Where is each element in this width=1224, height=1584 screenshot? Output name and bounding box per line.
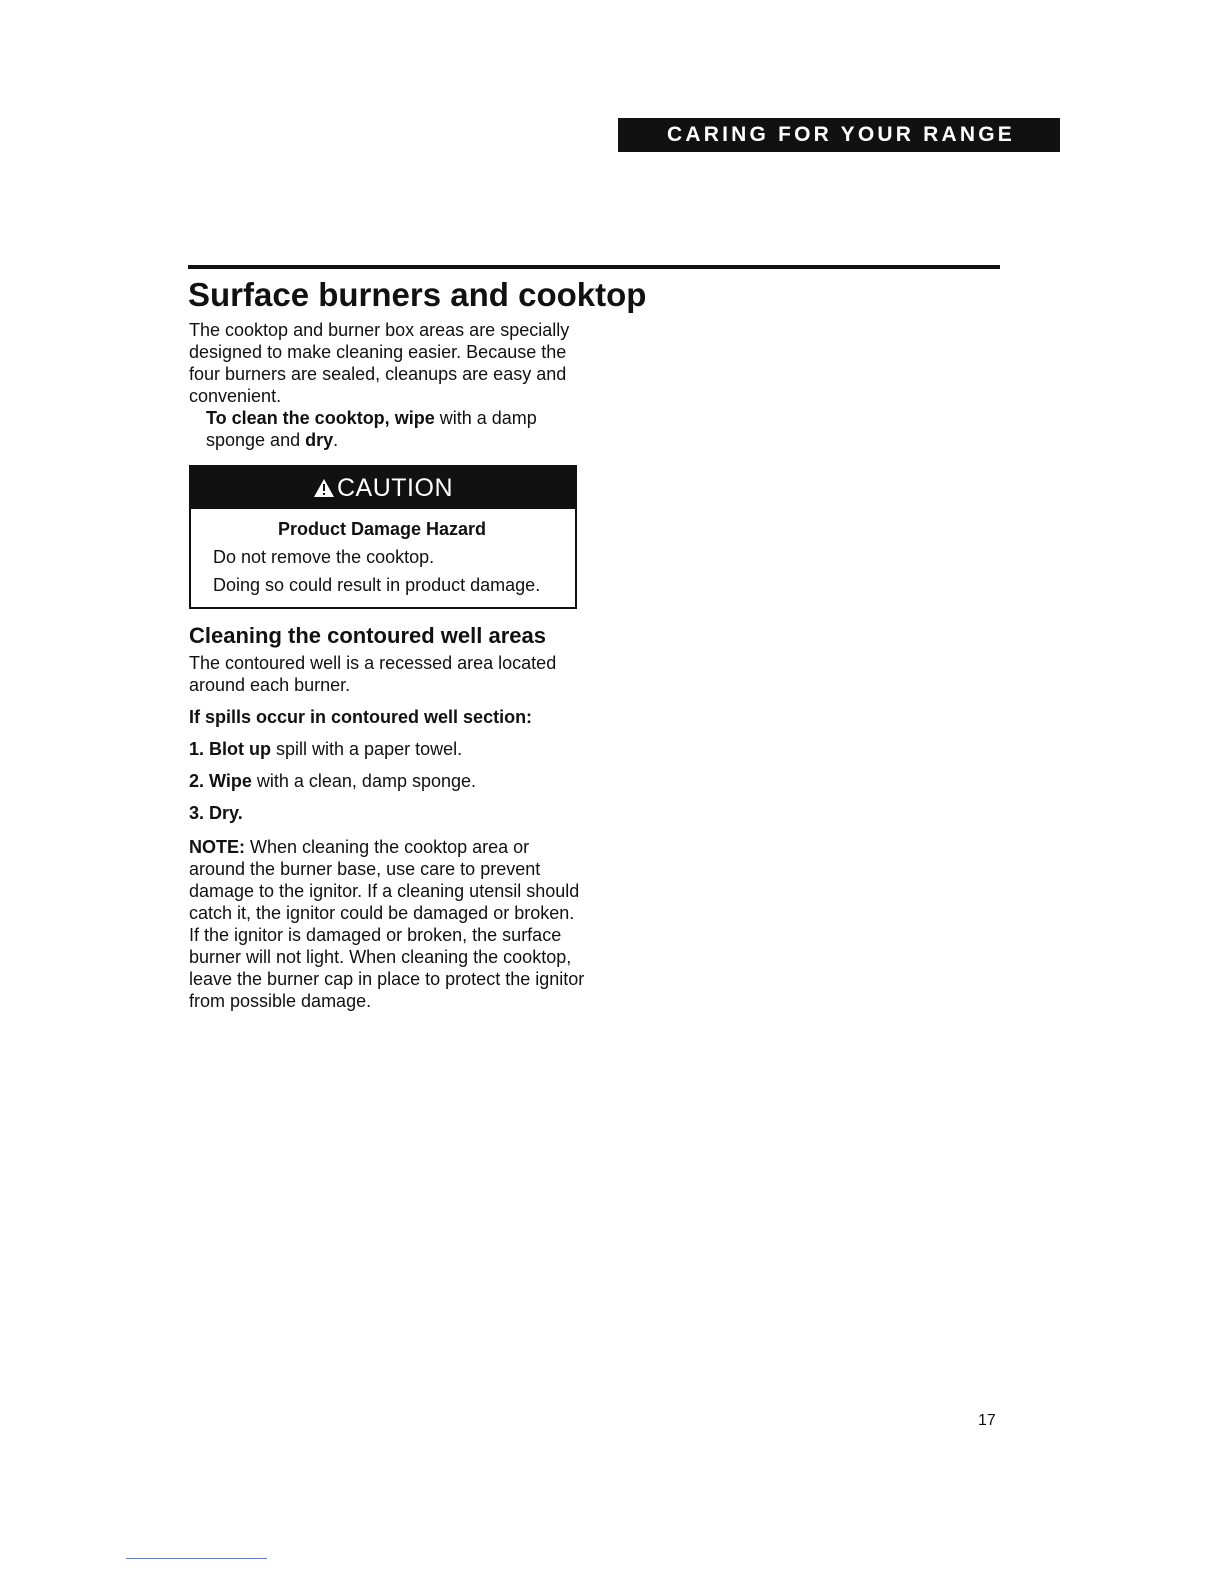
clean-instruction — [189, 407, 589, 451]
step-verb: Dry. — [209, 803, 243, 823]
contoured-heading: Cleaning the contoured well areas — [189, 623, 546, 648]
footer-rule — [126, 1558, 267, 1559]
title-rule — [188, 265, 1000, 269]
step-text: with a clean, damp sponge. — [251, 771, 477, 791]
step-number: 1. — [189, 739, 205, 759]
clean-period: . — [333, 430, 339, 450]
step-verb: Blot up — [209, 739, 272, 759]
step-item — [189, 770, 589, 792]
step-text: spill with a paper towel. — [271, 739, 463, 759]
clean-verb: wipe — [394, 408, 435, 428]
note-label: NOTE: — [189, 837, 245, 857]
warning-triangle-icon — [313, 478, 335, 498]
spill-heading: If spills occur in contoured well section: — [189, 707, 533, 727]
caution-line: Do not remove the cooktop. — [213, 547, 435, 567]
step-verb: Wipe — [209, 771, 252, 791]
caution-line: Doing so could result in product damage. — [213, 575, 541, 595]
step-number: 2. — [189, 771, 205, 791]
note-text: When cleaning the cooktop area or around the burner base, use care to prevent damage to the ignitor. If a cleaning utensil should catch it, the ignitor could be damaged or broken. If the ignitor is damaged or broken, the surface burner will not light. When cleaning the cooktop, leave the burner cap in place to protect the ignitor from possible damage. — [189, 837, 585, 1011]
section-banner: CARING FOR YOUR RANGE — [618, 118, 1060, 152]
caution-body — [191, 509, 575, 607]
caution-subtitle: Product Damage Hazard — [277, 519, 487, 539]
contoured-description: The contoured well is a recessed area located around each burner. — [189, 653, 557, 695]
clean-end: dry — [305, 430, 334, 450]
step-item — [189, 738, 589, 760]
page-number: 17 — [978, 1412, 996, 1429]
caution-box — [189, 465, 577, 609]
clean-mid: with a damp sponge and — [206, 408, 537, 450]
note-paragraph — [189, 836, 589, 1012]
main-column — [189, 319, 589, 1012]
step-number: 3. — [189, 803, 205, 823]
caution-label: CAUTION — [337, 474, 453, 502]
intro-paragraph: The cooktop and burner box areas are specially designed to make cleaning easier. Because the four burners are sealed, cleanups are easy and convenient. — [189, 320, 570, 406]
page-title: Surface burners and cooktop — [188, 276, 647, 313]
caution-header — [191, 467, 575, 509]
clean-lead: To clean the cooktop, — [206, 408, 390, 428]
step-item — [189, 802, 589, 824]
